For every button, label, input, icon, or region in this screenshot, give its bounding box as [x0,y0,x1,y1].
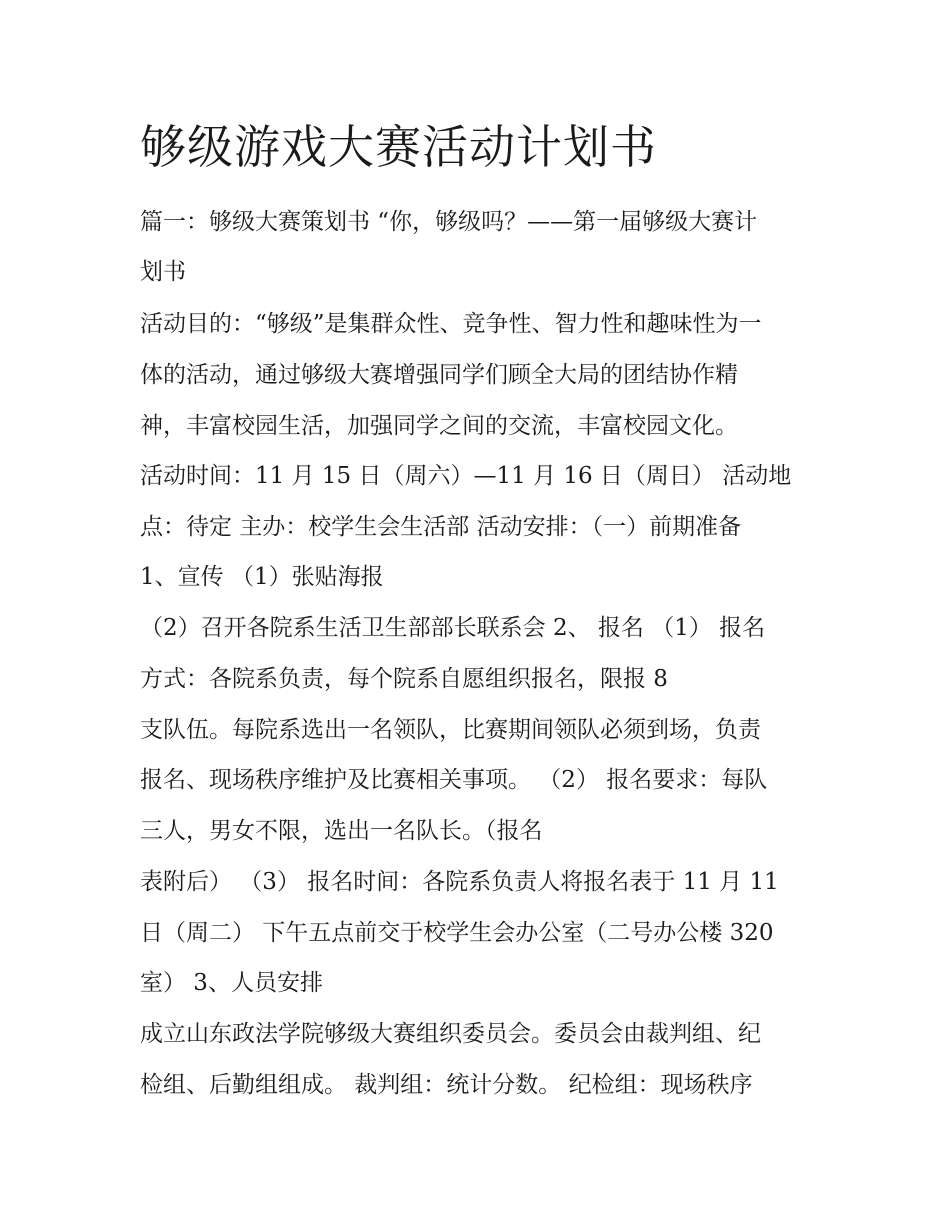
body-line: 点：待定 主办：校学生会生活部 活动安排：（一）前期准备 [140,514,742,540]
body-line: 表附后） （3） 报名时间：各院系负责人将报名表于 11 月 11 [140,869,779,895]
document-title: 够级游戏大赛活动计划书 [140,120,657,174]
body-line: 报名、现场秩序维护及比赛相关事项。 （2） 报名要求：每队 [140,767,768,793]
body-line: 划书 [140,259,186,285]
body-line: 方式：各院系负责，每个院系自愿组织报名，限报 8 [140,666,668,692]
body-line: （2）召开各院系生活卫生部部长联系会 2、 报名 （1） 报名 [140,615,766,641]
body-line: 成立山东政法学院够级大赛组织委员会。委员会由裁判组、纪 [140,1021,761,1047]
body-line: 日（周二） 下午五点前交于校学生会办公室（二号办公楼 320 [140,920,774,946]
body-line: 神，丰富校园生活，加强同学之间的交流，丰富校园文化。 [140,413,738,439]
body-line: 支队伍。每院系选出一名领队，比赛期间领队必须到场，负责 [140,717,761,743]
body-line: 室） 3、人员安排 [140,970,323,996]
body-line: 三人，男女不限，选出一名队长。（报名 [140,818,543,844]
body-line: 活动目的：“够级”是集群众性、竞争性、智力性和趣味性为一 [140,311,762,337]
body-line: 篇一：够级大赛策划书 “你，够级吗？——第一届够级大赛计 [140,209,758,235]
body-line: 活动时间：11 月 15 日（周六）—11 月 16 日（周日） 活动地 [140,463,792,489]
body-line: 体的活动，通过够级大赛增强同学们顾全大局的团结协作精 [140,362,738,388]
body-line: 检组、后勤组组成。 裁判组：统计分数。 纪检组：现场秩序 [140,1072,753,1098]
body-line: 1、宣传 （1）张贴海报 [140,564,384,590]
